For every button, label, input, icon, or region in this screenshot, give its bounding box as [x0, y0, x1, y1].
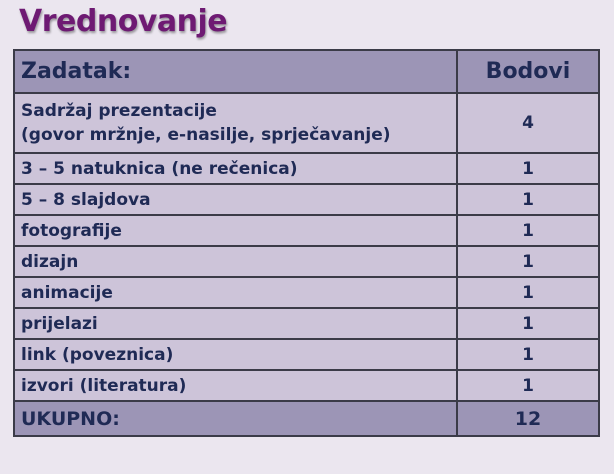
row-task: 5 – 8 slajdova	[14, 184, 457, 215]
table-row	[14, 277, 599, 308]
row-task: prijelazi	[14, 308, 457, 339]
row-task	[14, 93, 457, 153]
row-task: animacije	[14, 277, 457, 308]
row-task: dizajn	[14, 246, 457, 277]
page-title: Vrednovanje	[19, 4, 228, 39]
table-total-row	[14, 401, 599, 436]
row-task: 3 – 5 natuknica (ne rečenica)	[14, 153, 457, 184]
row-task-line2: (govor mržnje, e-nasilje, sprječavanje)	[21, 125, 391, 145]
table-row	[14, 215, 599, 246]
table-header-row	[14, 50, 599, 93]
row-points: 1	[457, 153, 599, 184]
table-row	[14, 153, 599, 184]
row-task: fotografije	[14, 215, 457, 246]
table-row	[14, 308, 599, 339]
row-points: 1	[457, 277, 599, 308]
grading-table	[13, 49, 600, 437]
row-points: 1	[457, 215, 599, 246]
row-points: 1	[457, 246, 599, 277]
row-task: link (poveznica)	[14, 339, 457, 370]
table-row	[14, 339, 599, 370]
row-task-line1: Sadržaj prezentacije	[21, 101, 217, 121]
table-row	[14, 246, 599, 277]
row-points: 1	[457, 339, 599, 370]
total-label: UKUPNO:	[14, 401, 457, 436]
header-task: Zadatak:	[14, 50, 457, 93]
total-points: 12	[457, 401, 599, 436]
row-task: izvori (literatura)	[14, 370, 457, 401]
table-row	[14, 184, 599, 215]
table-row	[14, 370, 599, 401]
row-points: 4	[457, 93, 599, 153]
row-points: 1	[457, 184, 599, 215]
header-points: Bodovi	[457, 50, 599, 93]
table-row	[14, 93, 599, 153]
row-points: 1	[457, 308, 599, 339]
row-points: 1	[457, 370, 599, 401]
